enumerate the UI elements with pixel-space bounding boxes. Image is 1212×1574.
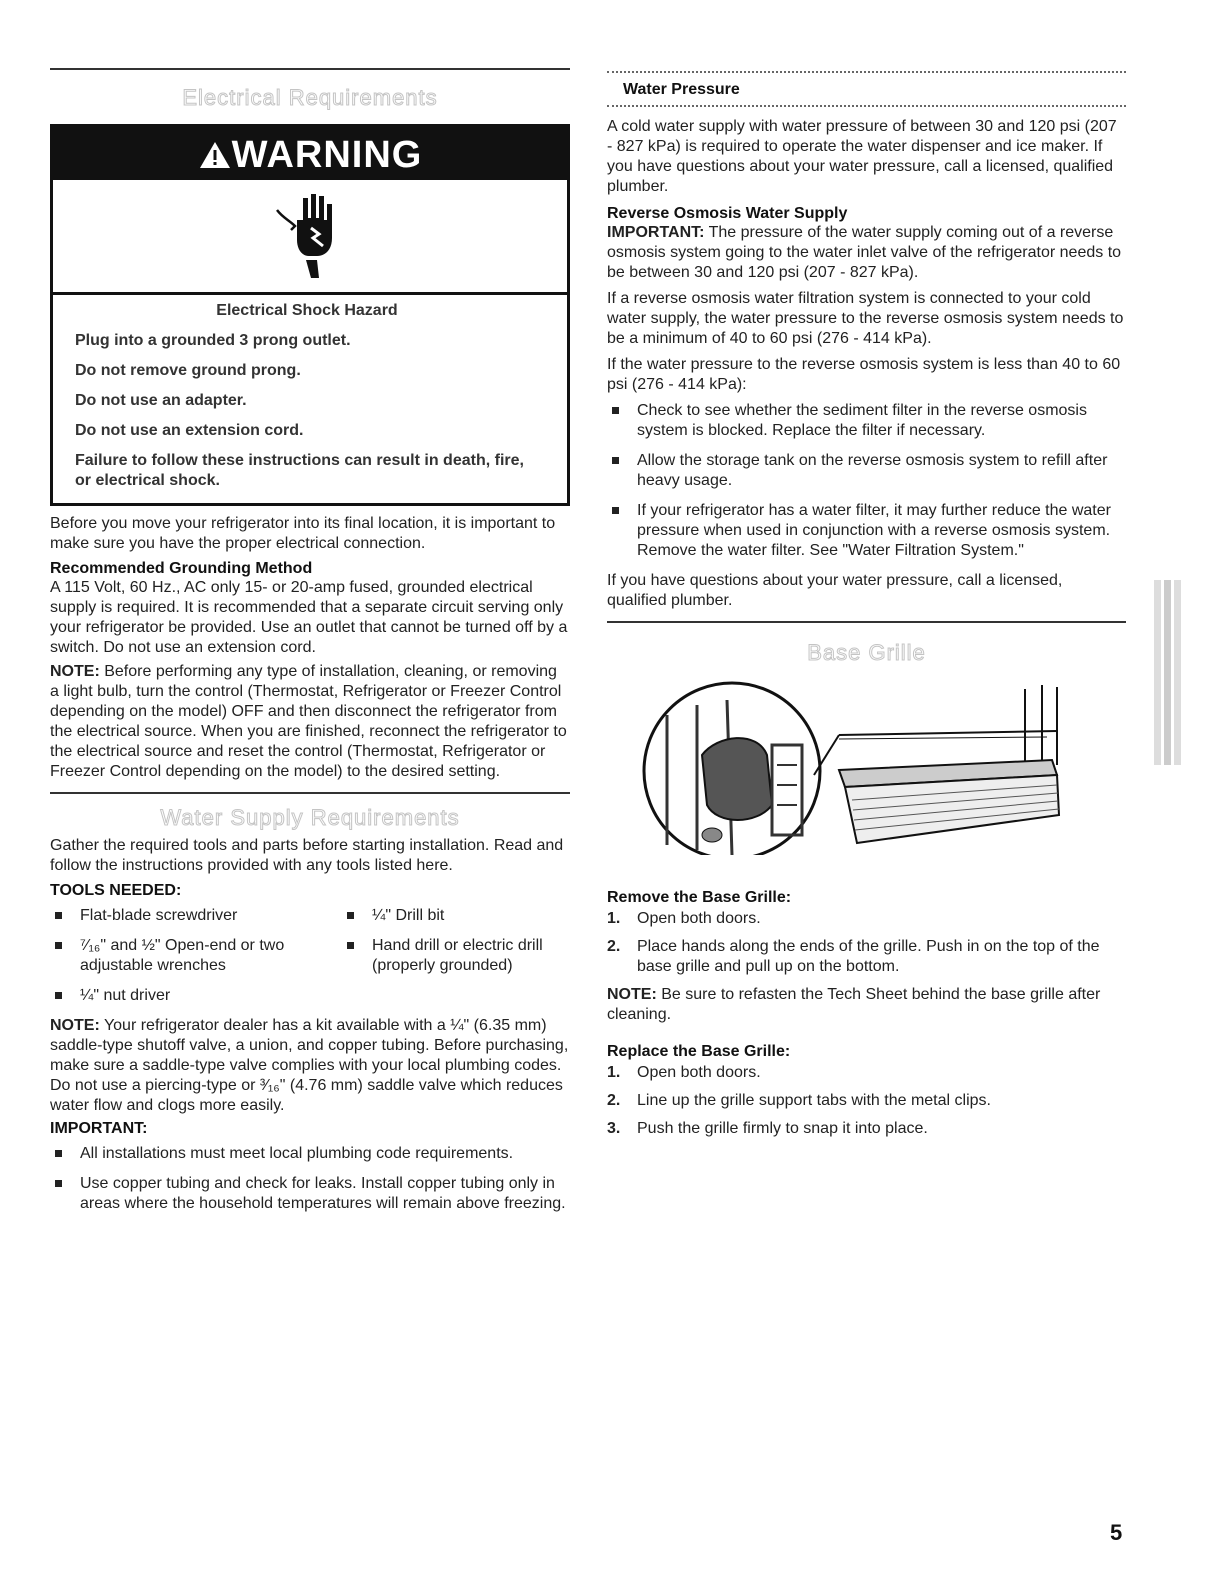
replace-step <box>607 1063 1126 1083</box>
step-number: 3. <box>607 1120 621 1137</box>
important-text: The pressure of the water supply coming out of a reverse osmosis system going to the water inlet valve of the refrigerator needs to be between 30 and 120 psi (207 - 827 kPa). <box>607 224 1122 281</box>
important-item: All installations must meet local plumbing code requirements. <box>50 1144 570 1164</box>
water-supply-note <box>50 1016 570 1116</box>
replace-step <box>607 1119 1126 1139</box>
water-supply-title: Water Supply Requirements <box>160 805 460 830</box>
important-item: Use copper tubing and check for leaks. Install copper tubing only in areas where the household temperatures will remain above freezing. <box>50 1174 570 1214</box>
grounding-heading: Recommended Grounding Method <box>50 560 313 577</box>
hazard-line: Plug into a grounded 3 prong outlet. <box>75 332 351 349</box>
hazard-line: Do not remove ground prong. <box>75 362 301 379</box>
tool-item: Flat-blade screwdriver <box>50 906 340 926</box>
tool-item: ¼" Drill bit <box>342 906 570 926</box>
warning-box <box>50 124 570 506</box>
warning-triangle-icon <box>198 130 232 186</box>
water-pressure-closing: If you have questions about your water pressure, call a licensed, qualified plumber. <box>607 572 1063 609</box>
step-number: 1. <box>607 1064 621 1081</box>
remove-step <box>607 909 1126 929</box>
note-text: Before performing any type of installation, cleaning, or removing a light bulb, turn the control (Thermostat, Refrigerator or Freezer Control depending on the model) OFF and then disconnect the refrigerator from the electrical source. When you are finished, reconnect the refrigerator to the electrical source and reset the control (Thermostat, Refrigerator or Freezer Control depending on the model) to the desired setting. <box>50 663 567 780</box>
section-rule <box>50 792 570 794</box>
base-grille-illustration <box>607 675 1126 855</box>
ro-important <box>607 223 1126 283</box>
note-label: NOTE: <box>50 663 100 680</box>
section-rule <box>50 68 570 70</box>
hazard-line: Do not use an extension cord. <box>75 422 304 439</box>
note-text: Be sure to refasten the Tech Sheet behind the base grille after cleaning. <box>607 986 1101 1023</box>
dotted-rule <box>607 71 1126 73</box>
page-number: 5 <box>1110 1520 1123 1545</box>
water-supply-intro: Gather the required tools and parts before starting installation. Read and follow the instructions provided with any tools listed here. <box>50 837 564 874</box>
step-number: 2. <box>607 938 621 955</box>
tools-list <box>50 906 570 1006</box>
note-label: NOTE: <box>50 1017 100 1034</box>
tool-item: Hand drill or electric drill (properly grounded) <box>342 936 570 976</box>
grounding-text: A 115 Volt, 60 Hz., AC only 15- or 20-amp fused, grounded electrical supply is required. It is recommended that a separate circuit serving only your refrigerator be provided. Use an outlet that cannot be turned off by a switch. Do not use an extension cord. <box>50 579 568 656</box>
ro-item: Allow the storage tank on the reverse osmosis system to refill after heavy usage. <box>607 451 1126 491</box>
warning-text-block <box>53 295 567 503</box>
note-text: Your refrigerator dealer has a kit available with a ¼" (6.35 mm) saddle-type shutoff valve, a union, and copper tubing. Before purchasing, make sure a saddle-type valve complies with your local plumbing codes. Do not use a piercing-type or ³⁄₁₆" (4.76 mm) saddle valve which reduces water flow and clogs more easily. <box>50 1017 569 1114</box>
replace-grille-heading: Replace the Base Grille: <box>607 1043 791 1060</box>
step-text: Open both doors. <box>637 1064 761 1081</box>
right-column <box>607 0 1126 1139</box>
base-grille-note <box>607 985 1126 1025</box>
tools-heading: TOOLS NEEDED: <box>50 882 182 899</box>
note-label: NOTE: <box>607 986 657 1003</box>
reverse-osmosis-heading: Reverse Osmosis Water Supply <box>607 205 848 222</box>
electrical-intro: Before you move your refrigerator into its final location, it is important to make sure you have the proper electrical connection. <box>50 515 556 552</box>
water-pressure-intro: A cold water supply with water pressure of between 30 and 120 psi (207 - 827 kPa) is required to operate the water dispenser and ice maker. If you have questions about your water pressure, call a licensed, qualified plumber. <box>607 118 1117 195</box>
language-side-tab <box>1152 580 1182 765</box>
electrical-shock-hand-icon <box>53 180 567 295</box>
hazard-line: Failure to follow these instructions can result in death, fire, or electrical shock. <box>75 452 524 489</box>
step-text: Place hands along the ends of the grille. Push in on the top of the base grille and pull up on the bottom. <box>637 938 1100 975</box>
warning-label: WARNING <box>231 134 423 176</box>
step-text: Open both doors. <box>637 910 761 927</box>
ro-paragraph: If a reverse osmosis water filtration system is connected to your cold water supply, the water pressure to the reverse osmosis system needs to be a minimum of 40 to 60 psi (276 - 414 kPa). <box>607 290 1124 347</box>
step-number: 2. <box>607 1092 621 1109</box>
water-pressure-heading: Water Pressure <box>623 81 740 98</box>
electrical-requirements-title: Electrical Requirements <box>182 85 438 110</box>
ro-paragraph: If the water pressure to the reverse osmosis system is less than 40 to 60 psi (276 - 414 kPa): <box>607 356 1121 393</box>
base-grille-title: Base Grille <box>807 640 926 665</box>
section-rule <box>607 621 1126 623</box>
warning-header <box>53 127 567 180</box>
hazard-title: Electrical Shock Hazard <box>216 302 398 319</box>
step-text: Line up the grille support tabs with the metal clips. <box>637 1092 991 1109</box>
step-number: 1. <box>607 910 621 927</box>
hazard-line: Do not use an adapter. <box>75 392 247 409</box>
remove-step <box>607 937 1126 977</box>
left-column <box>50 0 570 1214</box>
electrical-note <box>50 662 570 782</box>
tool-item: ⁷⁄₁₆" and ½" Open-end or two adjustable wrenches <box>50 936 340 976</box>
remove-grille-heading: Remove the Base Grille: <box>607 889 792 906</box>
dotted-rule <box>607 105 1126 107</box>
ro-item: If your refrigerator has a water filter, it may further reduce the water pressure when used in conjunction with a reverse osmosis system. Remove the water filter. See "Water Filtration System." <box>607 501 1126 561</box>
important-label: IMPORTANT: <box>607 224 705 241</box>
step-text: Push the grille firmly to snap it into place. <box>637 1120 928 1137</box>
ro-item: Check to see whether the sediment filter in the reverse osmosis system is blocked. Replace the filter if necessary. <box>607 401 1126 441</box>
important-heading: IMPORTANT: <box>50 1120 148 1137</box>
tool-item: ¼" nut driver <box>50 986 340 1006</box>
replace-step <box>607 1091 1126 1111</box>
